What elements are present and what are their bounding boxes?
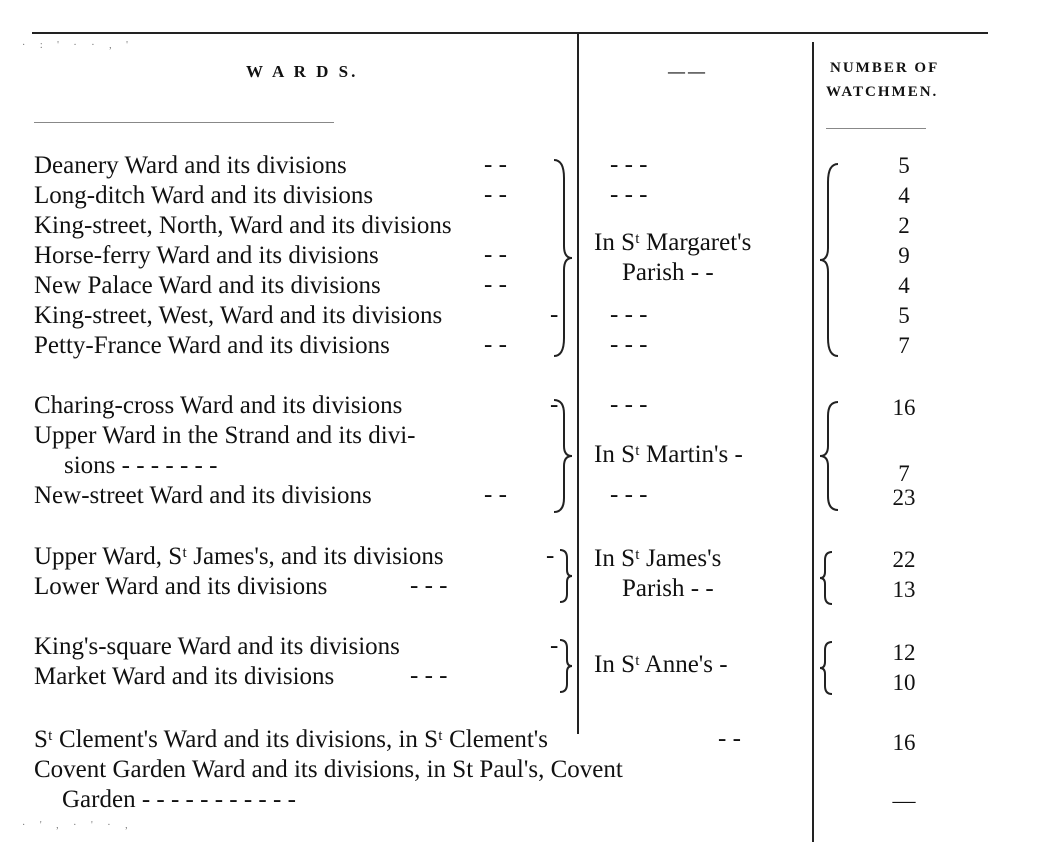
parish-name: Parish - - <box>622 575 714 602</box>
ward-name: Garden - - - - - - - - - - - <box>62 786 296 813</box>
column-divider-2 <box>812 42 814 842</box>
watchmen-count: 22 <box>892 547 916 572</box>
ward-dashes: - - <box>718 725 741 752</box>
watchmen-count: 5 <box>898 303 910 328</box>
left-brace-icon <box>818 400 840 512</box>
ward-name: King-street, West, Ward and its divisions <box>34 302 443 329</box>
ward-dashes: - - <box>484 181 507 208</box>
ward-dashes: - <box>550 301 559 328</box>
watchmen-count: 13 <box>892 577 916 602</box>
watchmen-count: — <box>892 788 916 813</box>
right-brace-icon <box>558 548 574 604</box>
ward-dashes: - <box>550 632 559 659</box>
header-wards: W A R D S. <box>246 62 359 81</box>
ward-name: Long-ditch Ward and its divisions <box>34 182 374 209</box>
right-brace-icon <box>552 398 574 514</box>
ward-name: New-street Ward and its divisions <box>34 482 372 509</box>
watchmen-count: 7 <box>898 333 910 358</box>
ward-dashes: - - <box>484 331 507 358</box>
middle-dashes: - - - <box>610 301 648 328</box>
header-number-of: NUMBER OF <box>830 60 940 76</box>
parish-name: In Sᵗ Martin's - <box>594 441 743 468</box>
ward-dashes: - - <box>484 241 507 268</box>
column-divider-1 <box>577 34 579 734</box>
ward-name: New Palace Ward and its divisions <box>34 272 381 299</box>
ward-dashes: - - <box>484 271 507 298</box>
ward-name: King-street, North, Ward and its divisions <box>34 212 452 239</box>
header-underline-wards <box>34 122 334 123</box>
ward-name: Deanery Ward and its divisions <box>34 152 347 179</box>
header-underline-number <box>826 128 926 129</box>
ward-dashes: - - - <box>410 572 448 599</box>
ward-name: Upper Ward in the Strand and its divi- <box>34 422 416 449</box>
left-brace-icon <box>818 640 834 696</box>
parish-name: In Sᵗ Margaret's <box>594 229 752 256</box>
watchmen-count: 9 <box>898 243 910 268</box>
watchmen-count: 12 <box>892 640 916 665</box>
watchmen-count: 4 <box>898 273 910 298</box>
ward-name: Market Ward and its divisions <box>34 663 335 690</box>
middle-dashes: - - - <box>610 481 648 508</box>
watchmen-count: 16 <box>892 730 916 755</box>
watchmen-count: 5 <box>898 153 910 178</box>
middle-dashes: - - - <box>610 331 648 358</box>
parish-name: Parish - - <box>622 259 714 286</box>
ward-dashes: - <box>546 542 555 569</box>
ward-name: Petty-France Ward and its divisions <box>34 332 390 359</box>
ward-dashes: - - <box>484 481 507 508</box>
watchmen-count: 23 <box>892 485 916 510</box>
ward-name: Covent Garden Ward and its divisions, in St Paul's, Covent <box>34 756 623 783</box>
right-brace-icon <box>552 158 574 358</box>
left-brace-icon <box>818 162 840 358</box>
watchmen-count: 4 <box>898 183 910 208</box>
right-brace-icon <box>558 638 574 694</box>
ward-name: Horse-ferry Ward and its divisions <box>34 242 379 269</box>
ward-name: Charing-cross Ward and its divisions <box>34 392 403 419</box>
middle-dashes: - - - <box>610 181 648 208</box>
ward-name: sions - - - - - - - <box>64 452 218 479</box>
ward-dashes: - - - <box>410 662 448 689</box>
ward-name: Sᵗ Clement's Ward and its divisions, in Sᵗ Clement's <box>34 726 549 753</box>
header-watchmen: WATCHMEN. <box>826 84 939 100</box>
header-middle: —— <box>668 62 708 81</box>
middle-dashes: - - - <box>610 391 648 418</box>
parish-name: In Sᵗ Anne's - <box>594 651 728 678</box>
watchmen-count: 16 <box>892 395 916 420</box>
middle-dashes: - - - <box>610 151 648 178</box>
parish-name: In Sᵗ James's <box>594 545 722 572</box>
left-brace-icon <box>818 550 834 606</box>
ward-name: King's-square Ward and its divisions <box>34 633 400 660</box>
watchmen-count: 2 <box>898 213 910 238</box>
watchmen-count: 10 <box>892 670 916 695</box>
watchmen-count: 7 <box>898 461 910 486</box>
scan-noise: · : ' · · , ' <box>22 40 134 51</box>
ward-name: Upper Ward, Sᵗ James's, and its divisions <box>34 543 444 570</box>
scan-noise: · ' , · ' · , <box>22 820 134 831</box>
ward-dashes: - <box>550 391 559 418</box>
ward-name: Lower Ward and its divisions <box>34 573 328 600</box>
ward-dashes: - - <box>484 151 507 178</box>
top-rule <box>32 32 988 34</box>
